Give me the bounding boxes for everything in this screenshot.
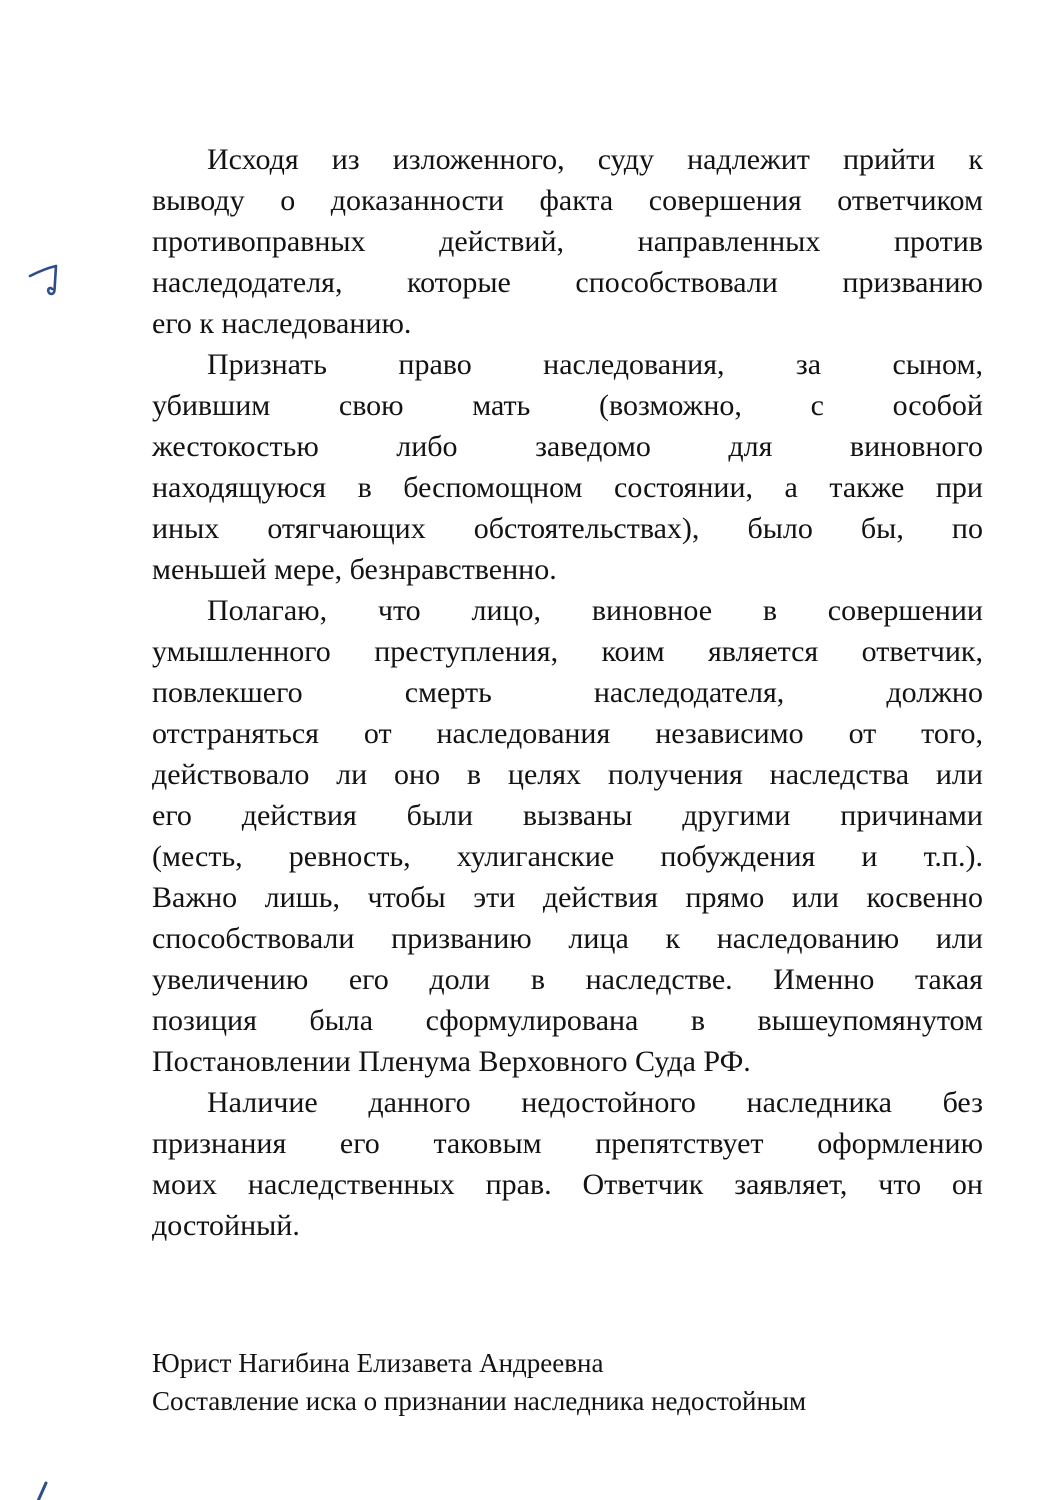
text-line: повлекшего смерть наследодателя, должно [152,676,983,709]
paragraph [152,139,983,344]
text-line: отстраняться от наследования независимо от того, [152,717,983,750]
text-line: признания его таковым препятствует оформлению [152,1127,983,1160]
document-body [152,139,983,1246]
text-line: его к наследованию. [152,307,412,340]
paragraph [152,590,983,1082]
text-line: его действия были вызваны другими причинами [152,799,983,832]
text-line: противоправных действий, направленных против [152,225,983,258]
text-line: убившим свою мать (возможно, с особой [152,389,983,422]
text-line: увеличению его доли в наследстве. Именно такая [152,963,983,996]
text-line: жестокостью либо заведомо для виновного [152,430,983,463]
text-line: достойный. [152,1209,300,1242]
text-line: Признать право наследования, за сыном, [207,348,983,381]
text-line: Исходя из изложенного, суду надлежит прийти к [207,143,983,176]
author-line: Юрист Нагибина Елизавета Андреевна [152,1348,604,1378]
handwritten-tick-icon [26,260,64,306]
text-line: действовало ли оно в целях получения наследства или [152,758,983,791]
text-line: способствовали призванию лица к наследованию или [152,922,983,955]
handwritten-stroke-icon [32,1480,52,1500]
document-title-line: Составление иска о признании наследника недостойным [152,1386,807,1416]
text-line: позиция была сформулирована в вышеупомянутом [152,1004,983,1037]
text-line: Полагаю, что лицо, виновное в совершении [207,594,983,627]
signature-block [152,1344,806,1420]
paragraph [152,1082,983,1246]
text-line: меньшей мере, безнравственно. [152,553,557,586]
text-line: находящуюся в беспомощном состоянии, а также при [152,471,983,504]
text-line: иных отягчающих обстоятельствах), было бы, по [152,512,983,545]
text-line: выводу о доказанности факта совершения ответчиком [152,184,983,217]
text-line: (месть, ревность, хулиганские побуждения и т.п.). [152,840,983,873]
paragraph [152,344,983,590]
text-line: Постановлении Пленума Верховного Суда РФ. [152,1045,751,1078]
text-line: умышленного преступления, коим является ответчик, [152,635,983,668]
text-line: Важно лишь, чтобы эти действия прямо или косвенно [152,881,983,914]
text-line: моих наследственных прав. Ответчик заявляет, что он [152,1168,983,1201]
text-line: Наличие данного недостойного наследника без [207,1086,983,1119]
text-line: наследодателя, которые способствовали призванию [152,266,983,299]
